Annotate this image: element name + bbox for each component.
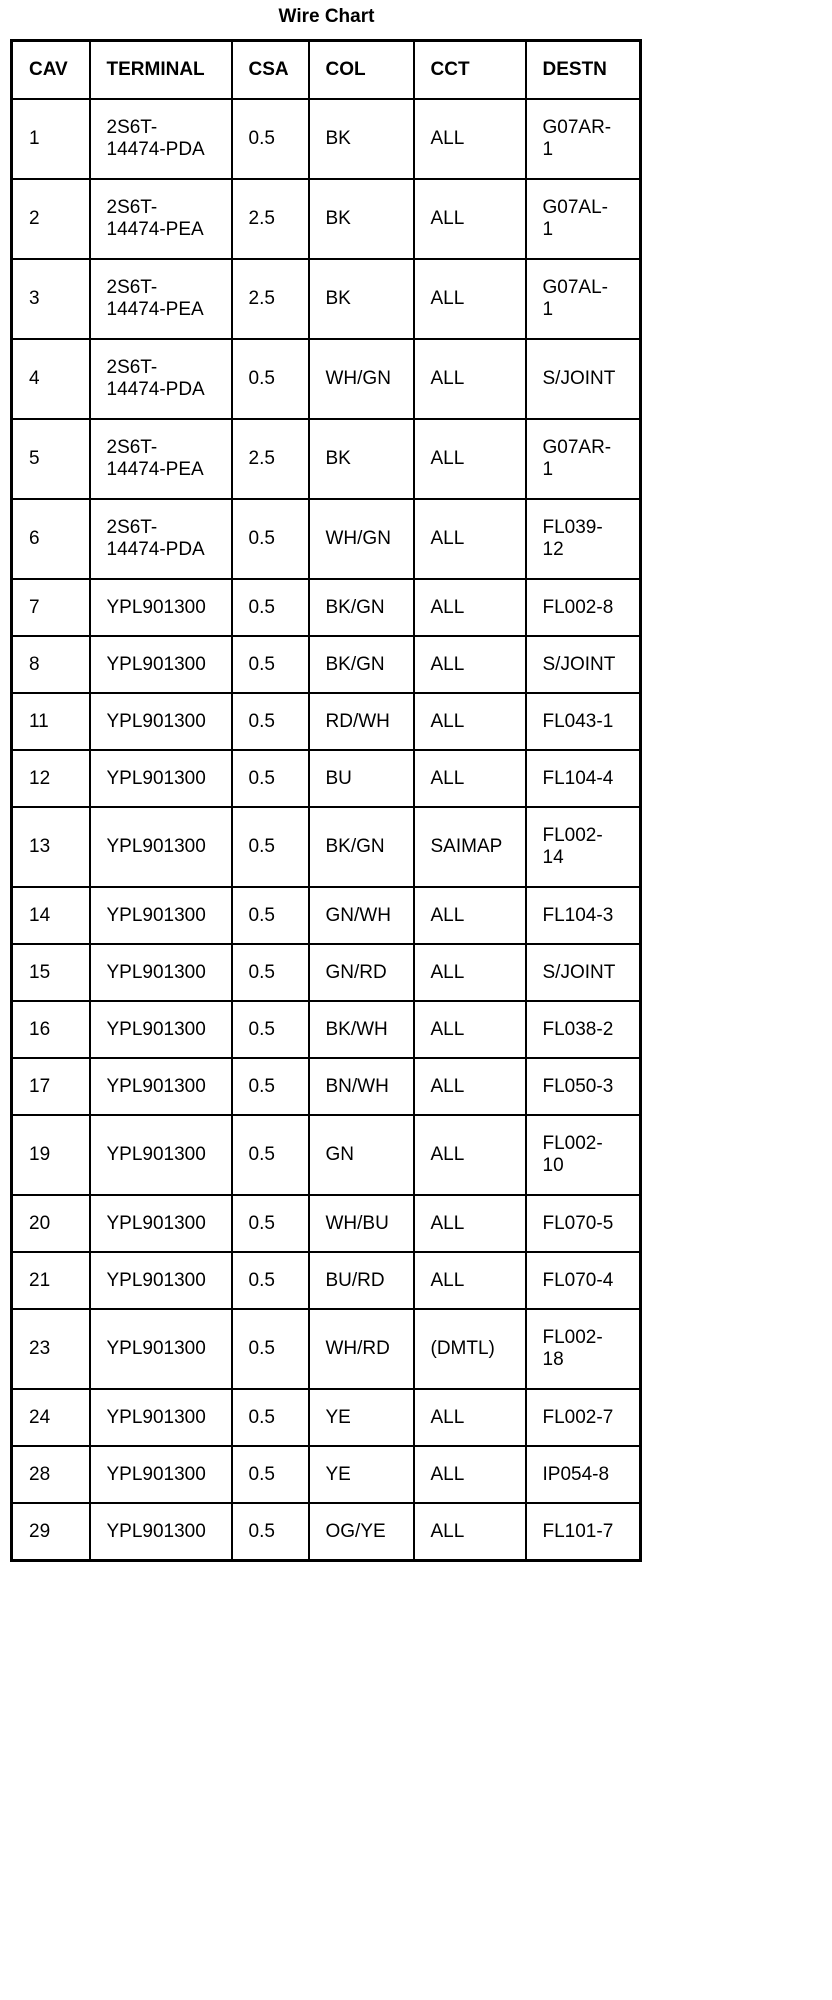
cell-col: RD/WH [309,693,414,750]
cell-cct: ALL [414,1001,526,1058]
cell-cct: (DMTL) [414,1309,526,1389]
cell-terminal: YPL901300 [90,1503,232,1561]
cell-csa: 0.5 [232,1446,309,1503]
table-row [12,1446,641,1503]
cell-terminal: YPL901300 [90,1252,232,1309]
cell-destn: FL002- 14 [526,807,641,887]
cell-cav: 21 [12,1252,90,1309]
cell-destn: G07AR- 1 [526,99,641,179]
cell-terminal: YPL901300 [90,579,232,636]
cell-cav: 2 [12,179,90,259]
cell-csa: 0.5 [232,1058,309,1115]
table-row [12,944,641,1001]
cell-cct: ALL [414,1058,526,1115]
cell-destn: FL002-8 [526,579,641,636]
table-row [12,807,641,887]
cell-csa: 0.5 [232,499,309,579]
wire-chart-table [10,39,642,1562]
cell-cct: ALL [414,1446,526,1503]
table-row [12,339,641,419]
cell-csa: 0.5 [232,579,309,636]
cell-col: WH/GN [309,499,414,579]
table-row [12,1195,641,1252]
table-row [12,1309,641,1389]
cell-csa: 0.5 [232,750,309,807]
cell-cct: SAIMAP [414,807,526,887]
table-body [12,99,641,1561]
cell-col: OG/YE [309,1503,414,1561]
cell-csa: 0.5 [232,944,309,1001]
cell-csa: 0.5 [232,1309,309,1389]
cell-terminal: YPL901300 [90,693,232,750]
cell-col: BU/RD [309,1252,414,1309]
cell-csa: 0.5 [232,636,309,693]
cell-terminal: 2S6T- 14474-PDA [90,499,232,579]
cell-destn: FL104-4 [526,750,641,807]
cell-col: BN/WH [309,1058,414,1115]
cell-terminal: 2S6T- 14474-PEA [90,259,232,339]
cell-cct: ALL [414,1195,526,1252]
cell-destn: FL050-3 [526,1058,641,1115]
cell-cct: ALL [414,579,526,636]
cell-col: BK/WH [309,1001,414,1058]
cell-csa: 0.5 [232,1503,309,1561]
cell-destn: FL039- 12 [526,499,641,579]
cell-csa: 0.5 [232,807,309,887]
cell-destn: S/JOINT [526,944,641,1001]
cell-cav: 16 [12,1001,90,1058]
cell-csa: 0.5 [232,693,309,750]
table-row [12,259,641,339]
cell-cct: ALL [414,259,526,339]
cell-csa: 0.5 [232,99,309,179]
table-row [12,1503,641,1561]
cell-csa: 0.5 [232,1115,309,1195]
cell-col: BK/GN [309,579,414,636]
cell-col: WH/BU [309,1195,414,1252]
cell-cav: 12 [12,750,90,807]
cell-cct: ALL [414,1503,526,1561]
cell-col: GN/WH [309,887,414,944]
cell-csa: 0.5 [232,1389,309,1446]
column-header-cct: CCT [414,41,526,100]
cell-cct: ALL [414,419,526,499]
table-row [12,579,641,636]
table-row [12,636,641,693]
cell-destn: G07AR- 1 [526,419,641,499]
cell-cct: ALL [414,693,526,750]
table-row [12,887,641,944]
cell-terminal: 2S6T- 14474-PDA [90,99,232,179]
cell-col: BU [309,750,414,807]
cell-terminal: YPL901300 [90,636,232,693]
page-title: Wire Chart [278,6,375,27]
cell-col: BK [309,99,414,179]
cell-destn: G07AL- 1 [526,259,641,339]
cell-destn: FL070-4 [526,1252,641,1309]
cell-cav: 4 [12,339,90,419]
table-header-row [12,41,641,100]
cell-cct: ALL [414,1252,526,1309]
cell-terminal: YPL901300 [90,1389,232,1446]
cell-csa: 0.5 [232,887,309,944]
table-row [12,1389,641,1446]
table-row [12,1115,641,1195]
cell-destn: IP054-8 [526,1446,641,1503]
cell-csa: 2.5 [232,419,309,499]
cell-terminal: YPL901300 [90,944,232,1001]
cell-destn: FL104-3 [526,887,641,944]
cell-cav: 15 [12,944,90,1001]
cell-cct: ALL [414,339,526,419]
table-row [12,693,641,750]
cell-terminal: YPL901300 [90,1115,232,1195]
cell-terminal: YPL901300 [90,1058,232,1115]
cell-cav: 11 [12,693,90,750]
cell-col: BK/GN [309,807,414,887]
table-row [12,1001,641,1058]
cell-cav: 13 [12,807,90,887]
cell-destn: FL038-2 [526,1001,641,1058]
cell-cav: 17 [12,1058,90,1115]
cell-cav: 3 [12,259,90,339]
cell-col: BK/GN [309,636,414,693]
table-row [12,750,641,807]
cell-destn: FL101-7 [526,1503,641,1561]
column-header-destn: DESTN [526,41,641,100]
cell-cav: 8 [12,636,90,693]
cell-csa: 2.5 [232,259,309,339]
cell-col: BK [309,259,414,339]
cell-terminal: YPL901300 [90,1001,232,1058]
cell-destn: S/JOINT [526,339,641,419]
cell-col: WH/RD [309,1309,414,1389]
table-row [12,1058,641,1115]
column-header-col: COL [309,41,414,100]
cell-cav: 29 [12,1503,90,1561]
cell-destn: FL070-5 [526,1195,641,1252]
cell-col: GN [309,1115,414,1195]
cell-destn: G07AL- 1 [526,179,641,259]
cell-csa: 2.5 [232,179,309,259]
cell-terminal: 2S6T- 14474-PDA [90,339,232,419]
cell-cav: 7 [12,579,90,636]
cell-cav: 5 [12,419,90,499]
cell-cct: ALL [414,887,526,944]
cell-csa: 0.5 [232,1195,309,1252]
cell-csa: 0.5 [232,1252,309,1309]
cell-terminal: YPL901300 [90,750,232,807]
table-row [12,179,641,259]
cell-cct: ALL [414,636,526,693]
cell-cct: ALL [414,499,526,579]
cell-destn: FL043-1 [526,693,641,750]
cell-cav: 14 [12,887,90,944]
cell-destn: FL002- 10 [526,1115,641,1195]
cell-cct: ALL [414,944,526,1001]
cell-csa: 0.5 [232,1001,309,1058]
cell-cct: ALL [414,99,526,179]
table-row [12,1252,641,1309]
column-header-csa: CSA [232,41,309,100]
cell-cav: 23 [12,1309,90,1389]
cell-cav: 28 [12,1446,90,1503]
cell-terminal: YPL901300 [90,807,232,887]
cell-destn: FL002- 18 [526,1309,641,1389]
cell-cct: ALL [414,1115,526,1195]
cell-col: YE [309,1389,414,1446]
table-row [12,499,641,579]
cell-col: BK [309,179,414,259]
cell-cct: ALL [414,1389,526,1446]
cell-cav: 20 [12,1195,90,1252]
table-row [12,99,641,179]
cell-destn: S/JOINT [526,636,641,693]
cell-terminal: 2S6T- 14474-PEA [90,179,232,259]
cell-terminal: YPL901300 [90,1309,232,1389]
cell-col: GN/RD [309,944,414,1001]
table-row [12,419,641,499]
cell-terminal: YPL901300 [90,1195,232,1252]
cell-col: WH/GN [309,339,414,419]
cell-cct: ALL [414,750,526,807]
cell-col: YE [309,1446,414,1503]
cell-cct: ALL [414,179,526,259]
cell-cav: 1 [12,99,90,179]
cell-cav: 6 [12,499,90,579]
cell-terminal: YPL901300 [90,1446,232,1503]
cell-col: BK [309,419,414,499]
column-header-terminal: TERMINAL [90,41,232,100]
cell-terminal: 2S6T- 14474-PEA [90,419,232,499]
cell-csa: 0.5 [232,339,309,419]
column-header-cav: CAV [12,41,90,100]
cell-destn: FL002-7 [526,1389,641,1446]
cell-terminal: YPL901300 [90,887,232,944]
cell-cav: 24 [12,1389,90,1446]
cell-cav: 19 [12,1115,90,1195]
